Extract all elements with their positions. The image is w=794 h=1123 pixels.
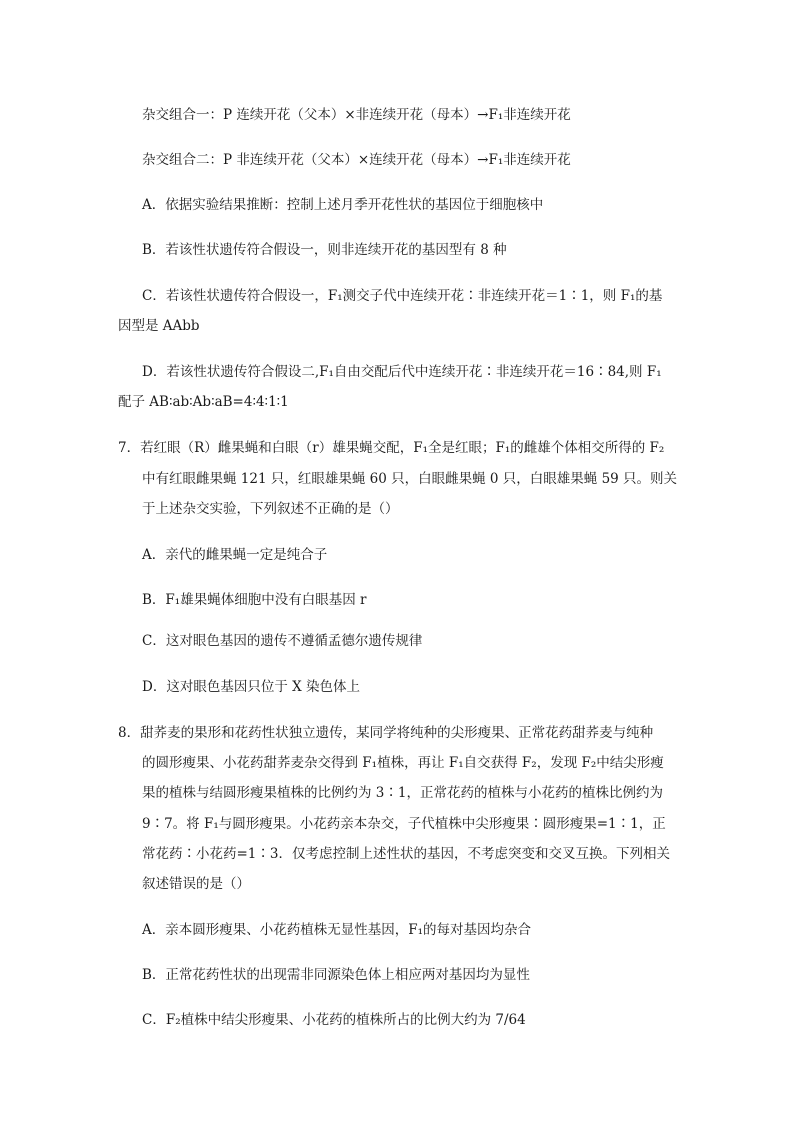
q7-stem-line1: 7．若红眼（R）雌果蝇和白眼（r）雄果蝇交配，F₁全是红眼；F₁的雌雄个体相交所得的 F₂ — [118, 440, 665, 456]
q7-option-a: A．亲代的雌果蝇一定是纯合子 — [142, 547, 328, 563]
q6-option-c-line2: 因型是 AAbb — [118, 318, 200, 334]
q7-option-b: B．F₁雄果蝇体细胞中没有白眼基因 r — [142, 592, 367, 608]
q6-option-d-line1: D．若该性状遗传符合假设二,F₁自由交配后代中连续开花∶非连续开花＝16∶84,则 F₁ — [142, 364, 662, 380]
q7-stem-line3: 于上述杂交实验，下列叙述不正确的是（） — [142, 501, 399, 517]
q8-stem-line5: 常花药∶小花药=1∶3．仅考虑控制上述性状的基因，不考虑突变和交叉互换。下列相关 — [142, 846, 670, 862]
q6-option-b: B．若该性状遗传符合假设一，则非连续开花的基因型有 8 种 — [142, 242, 507, 258]
q6-option-a: A．依据实验结果推断：控制上述月季开花性状的基因位于细胞核中 — [142, 197, 544, 213]
q7-stem-line2: 中有红眼雌果蝇 121 只，红眼雄果蝇 60 只，白眼雌果蝇 0 只，白眼雄果蝇 59 只。则关 — [142, 471, 678, 487]
q7-option-d: D．这对眼色基因只位于 X 染色体上 — [142, 679, 361, 695]
q8-option-b: B．正常花药性状的出现需非同源染色体上相应两对基因均为显性 — [142, 967, 530, 983]
q8-stem-line3: 果的植株与结圆形瘦果植株的比例约为 3∶1，正常花药的植株与小花药的植株比例约为 — [142, 785, 663, 801]
q6-option-d-line2: 配子 AB∶ab∶Ab∶aB=4∶4∶1∶1 — [118, 394, 289, 410]
cross-group-1: 杂交组合一：P 连续开花（父本）×非连续开花（母本）→F₁非连续开花 — [142, 107, 571, 123]
q8-option-a: A．亲本圆形瘦果、小花药植株无显性基因，F₁的每对基因均杂合 — [142, 922, 532, 938]
q8-stem-line2: 的圆形瘦果、小花药甜荞麦杂交得到 F₁植株，再让 F₁自交获得 F₂，发现 F₂中结尖形瘦 — [142, 755, 664, 771]
q7-option-c: C．这对眼色基因的遗传不遵循孟德尔遗传规律 — [142, 633, 423, 649]
q8-stem-line4: 9∶7。将 F₁与圆形瘦果。小花药亲本杂交，子代植株中尖形瘦果∶圆形瘦果=1∶1，正 — [142, 816, 666, 832]
q8-stem-line6: 叙述错误的是（） — [142, 876, 250, 892]
cross-group-2: 杂交组合二：P 非连续开花（父本）×连续开花（母本）→F₁非连续开花 — [142, 152, 571, 168]
q6-option-c-line1: C．若该性状遗传符合假设一，F₁测交子代中连续开花∶非连续开花＝1∶1，则 F₁的基 — [142, 288, 663, 304]
q8-option-c: C．F₂植株中结尖形瘦果、小花药的植株所占的比例大约为 7/64 — [142, 1012, 526, 1028]
q8-stem-line1: 8．甜荞麦的果形和花药性状独立遗传，某同学将纯种的尖形瘦果、正常花药甜荞麦与纯种 — [118, 725, 654, 741]
